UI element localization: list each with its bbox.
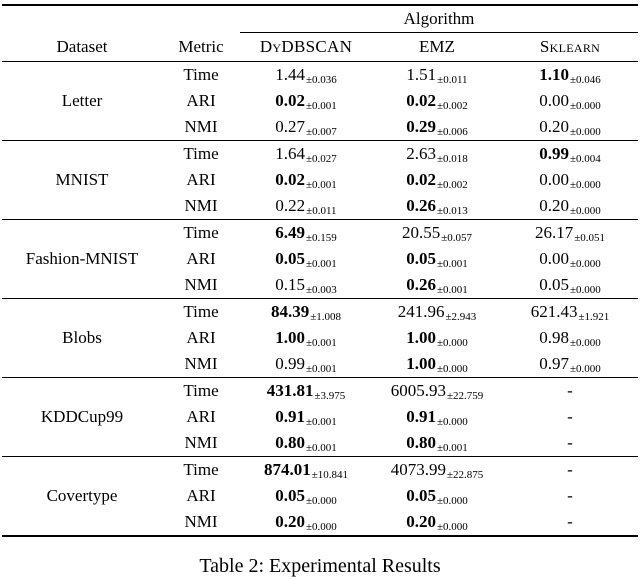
results-table-body bbox=[2, 62, 638, 537]
value-number: 0.00 bbox=[539, 248, 569, 268]
result-value bbox=[502, 351, 638, 378]
value-stddev: ±1.921 bbox=[578, 310, 610, 323]
result-value bbox=[372, 325, 502, 351]
col-header-metric: Metric bbox=[162, 33, 240, 62]
value-number: 0.97 bbox=[539, 353, 569, 373]
value-number: 0.05 bbox=[539, 274, 569, 294]
value-stddev: ±0.000 bbox=[569, 362, 601, 375]
metric-label: NMI bbox=[184, 275, 218, 294]
value-stddev: ±0.000 bbox=[436, 336, 468, 349]
value-number: 0.05 bbox=[406, 485, 436, 505]
result-value bbox=[502, 62, 638, 89]
value-stddev: ±2.943 bbox=[445, 310, 477, 323]
col-header-dydbscan: DyDBSCAN bbox=[240, 33, 372, 62]
value-stddev: ±10.841 bbox=[311, 468, 349, 481]
table-row bbox=[2, 62, 638, 89]
value-stddev: ±0.000 bbox=[569, 125, 601, 138]
header-spacer bbox=[2, 5, 240, 33]
value-number: 0.26 bbox=[406, 195, 436, 215]
result-value bbox=[240, 509, 372, 536]
value-stddev: ±0.000 bbox=[569, 257, 601, 270]
value-number: 0.80 bbox=[406, 432, 436, 452]
result-value bbox=[502, 141, 638, 168]
value-number: 0.91 bbox=[406, 406, 436, 426]
table-row bbox=[2, 220, 638, 247]
value-number: 0.05 bbox=[406, 248, 436, 268]
value-number: 20.55 bbox=[401, 222, 441, 242]
value-number: 241.96 bbox=[397, 301, 445, 321]
result-value bbox=[372, 509, 502, 536]
result-value bbox=[502, 220, 638, 247]
metric-label: ARI bbox=[186, 249, 216, 268]
result-value bbox=[372, 299, 502, 326]
value-number: 1.10 bbox=[539, 64, 569, 84]
value-number: 0.00 bbox=[539, 90, 569, 110]
result-value bbox=[372, 351, 502, 378]
value-number: 0.00 bbox=[539, 169, 569, 189]
metric-label: ARI bbox=[186, 407, 216, 426]
value-stddev: ±0.001 bbox=[305, 178, 337, 191]
value-stddev: ±0.051 bbox=[574, 231, 606, 244]
value-stddev: ±0.000 bbox=[436, 520, 468, 533]
value-number: - bbox=[567, 512, 573, 531]
value-number: 0.22 bbox=[275, 195, 306, 215]
table-caption: Table 2: Experimental Results bbox=[199, 555, 441, 577]
value-stddev: ±0.036 bbox=[305, 73, 337, 86]
value-stddev: ±0.018 bbox=[436, 152, 468, 165]
metric-label: NMI bbox=[184, 354, 218, 373]
result-value bbox=[240, 325, 372, 351]
result-value bbox=[372, 430, 502, 457]
result-value bbox=[372, 220, 502, 247]
value-number: - bbox=[567, 460, 573, 479]
value-stddev: ±0.000 bbox=[436, 362, 468, 375]
value-number: 0.20 bbox=[275, 511, 305, 531]
metric-label: NMI bbox=[184, 196, 218, 215]
result-value bbox=[240, 193, 372, 220]
result-value bbox=[502, 167, 638, 193]
table-row bbox=[2, 299, 638, 326]
metric-label: NMI bbox=[184, 433, 218, 452]
result-value bbox=[372, 246, 502, 272]
value-number: 874.01 bbox=[263, 459, 311, 479]
value-stddev: ±3.975 bbox=[314, 389, 346, 402]
value-stddev: ±0.001 bbox=[436, 257, 468, 270]
result-value bbox=[502, 193, 638, 220]
value-number: 0.20 bbox=[406, 511, 436, 531]
result-value bbox=[372, 114, 502, 141]
value-stddev: ±0.004 bbox=[569, 152, 601, 165]
value-number: 0.15 bbox=[275, 274, 305, 294]
value-stddev: ±0.007 bbox=[305, 125, 337, 138]
value-stddev: ±0.000 bbox=[436, 494, 468, 507]
value-stddev: ±0.002 bbox=[436, 178, 468, 191]
value-number: 0.99 bbox=[275, 353, 305, 373]
value-number: - bbox=[567, 381, 573, 400]
value-stddev: ±0.000 bbox=[305, 494, 337, 507]
metric-label: ARI bbox=[186, 486, 216, 505]
result-value bbox=[240, 167, 372, 193]
value-stddev: ±0.001 bbox=[305, 257, 337, 270]
metric-label: ARI bbox=[186, 91, 216, 110]
value-number: 1.51 bbox=[406, 64, 437, 84]
value-number: 1.44 bbox=[275, 64, 305, 84]
value-number: 2.63 bbox=[406, 143, 436, 163]
paper-page bbox=[2, 0, 638, 579]
result-value bbox=[502, 457, 638, 484]
result-value bbox=[240, 483, 372, 509]
metric-label: Time bbox=[162, 141, 240, 168]
result-value bbox=[240, 351, 372, 378]
value-number: 0.02 bbox=[275, 90, 305, 110]
value-stddev: ±0.159 bbox=[305, 231, 337, 244]
value-stddev: ±0.013 bbox=[436, 204, 468, 217]
result-value bbox=[372, 272, 502, 299]
metric-label: Time bbox=[162, 62, 240, 89]
value-number: 621.43 bbox=[530, 301, 578, 321]
value-stddev: ±0.011 bbox=[306, 204, 337, 217]
value-stddev: ±0.011 bbox=[437, 73, 468, 86]
result-value bbox=[372, 378, 502, 405]
result-value bbox=[372, 483, 502, 509]
dataset-name: Fashion-MNIST bbox=[2, 220, 162, 299]
result-value bbox=[502, 114, 638, 141]
value-stddev: ±0.001 bbox=[305, 362, 337, 375]
result-value bbox=[502, 378, 638, 405]
algorithm-group-header: Algorithm bbox=[240, 5, 638, 33]
value-number: 0.27 bbox=[275, 116, 305, 136]
value-stddev: ±0.000 bbox=[305, 520, 337, 533]
value-number: 0.26 bbox=[406, 274, 436, 294]
result-value bbox=[502, 483, 638, 509]
result-value bbox=[372, 404, 502, 430]
value-number: 0.05 bbox=[275, 485, 305, 505]
result-value bbox=[372, 457, 502, 484]
value-number: 0.20 bbox=[539, 116, 569, 136]
result-value bbox=[502, 404, 638, 430]
value-stddev: ±0.000 bbox=[436, 415, 468, 428]
value-number: 0.02 bbox=[275, 169, 305, 189]
value-number: 0.02 bbox=[406, 169, 436, 189]
result-value bbox=[502, 88, 638, 114]
value-stddev: ±0.000 bbox=[569, 336, 601, 349]
value-number: 1.00 bbox=[406, 327, 436, 347]
col-header-dataset: Dataset bbox=[2, 33, 162, 62]
metric-label: Time bbox=[162, 378, 240, 405]
result-value bbox=[502, 325, 638, 351]
dataset-name: Covertype bbox=[2, 457, 162, 537]
column-header-row bbox=[2, 33, 638, 62]
result-value bbox=[240, 457, 372, 484]
metric-label: Time bbox=[162, 220, 240, 247]
value-number: - bbox=[567, 486, 573, 505]
value-stddev: ±0.001 bbox=[305, 336, 337, 349]
metric-label: Time bbox=[162, 457, 240, 484]
results-table bbox=[2, 4, 638, 537]
result-value bbox=[502, 246, 638, 272]
col-header-sklearn: Sklearn bbox=[502, 33, 638, 62]
result-value bbox=[502, 272, 638, 299]
dataset-name: MNIST bbox=[2, 141, 162, 220]
value-number: 1.00 bbox=[406, 353, 436, 373]
value-stddev: ±0.001 bbox=[305, 99, 337, 112]
value-stddev: ±0.001 bbox=[436, 283, 468, 296]
dataset-name: KDDCup99 bbox=[2, 378, 162, 457]
value-stddev: ±0.006 bbox=[436, 125, 468, 138]
value-stddev: ±0.000 bbox=[569, 99, 601, 112]
result-value bbox=[372, 167, 502, 193]
value-number: 0.29 bbox=[406, 116, 436, 136]
value-stddev: ±0.001 bbox=[436, 441, 468, 454]
value-number: 0.02 bbox=[406, 90, 436, 110]
value-number: 6005.93 bbox=[390, 380, 446, 400]
value-number: 0.99 bbox=[539, 143, 569, 163]
metric-label: NMI bbox=[184, 512, 218, 531]
value-stddev: ±0.000 bbox=[569, 283, 601, 296]
table-row bbox=[2, 457, 638, 484]
value-number: 0.91 bbox=[275, 406, 305, 426]
table-row bbox=[2, 378, 638, 405]
value-stddev: ±0.000 bbox=[569, 204, 601, 217]
value-stddev: ±22.759 bbox=[446, 389, 484, 402]
dataset-name: Blobs bbox=[2, 299, 162, 378]
dataset-name: Letter bbox=[2, 62, 162, 141]
result-value bbox=[240, 404, 372, 430]
result-value bbox=[240, 141, 372, 168]
result-value bbox=[372, 141, 502, 168]
metric-label: ARI bbox=[186, 328, 216, 347]
value-number: - bbox=[567, 407, 573, 426]
value-number: 6.49 bbox=[275, 222, 305, 242]
value-stddev: ±0.001 bbox=[305, 441, 337, 454]
value-stddev: ±0.027 bbox=[305, 152, 337, 165]
result-value bbox=[240, 378, 372, 405]
value-stddev: ±0.003 bbox=[305, 283, 337, 296]
result-value bbox=[240, 246, 372, 272]
result-value bbox=[502, 509, 638, 536]
value-stddev: ±0.046 bbox=[569, 73, 601, 86]
metric-label: NMI bbox=[184, 117, 218, 136]
value-number: 4073.99 bbox=[390, 459, 446, 479]
value-stddev: ±1.008 bbox=[310, 310, 342, 323]
result-value bbox=[502, 299, 638, 326]
value-number: 1.00 bbox=[275, 327, 305, 347]
value-number: 0.05 bbox=[275, 248, 305, 268]
value-number: 26.17 bbox=[534, 222, 574, 242]
value-number: 431.81 bbox=[266, 380, 314, 400]
result-value bbox=[240, 62, 372, 89]
value-number: 0.98 bbox=[539, 327, 569, 347]
value-stddev: ±0.000 bbox=[569, 178, 601, 191]
value-stddev: ±0.001 bbox=[305, 415, 337, 428]
result-value bbox=[502, 430, 638, 457]
value-stddev: ±0.057 bbox=[441, 231, 473, 244]
value-number: 0.80 bbox=[275, 432, 305, 452]
value-stddev: ±0.002 bbox=[436, 99, 468, 112]
metric-label: Time bbox=[162, 299, 240, 326]
result-value bbox=[372, 88, 502, 114]
value-number: 1.64 bbox=[275, 143, 305, 163]
value-stddev: ±22.875 bbox=[446, 468, 484, 481]
result-value bbox=[240, 299, 372, 326]
result-value bbox=[240, 88, 372, 114]
result-value bbox=[240, 220, 372, 247]
result-value bbox=[372, 193, 502, 220]
value-number: 0.20 bbox=[539, 195, 569, 215]
result-value bbox=[240, 272, 372, 299]
value-number: - bbox=[567, 433, 573, 452]
result-value bbox=[240, 114, 372, 141]
table-row bbox=[2, 141, 638, 168]
algorithm-group-row bbox=[2, 5, 638, 33]
result-value bbox=[240, 430, 372, 457]
metric-label: ARI bbox=[186, 170, 216, 189]
col-header-emz: EMZ bbox=[372, 33, 502, 62]
result-value bbox=[372, 62, 502, 89]
value-number: 84.39 bbox=[270, 301, 310, 321]
